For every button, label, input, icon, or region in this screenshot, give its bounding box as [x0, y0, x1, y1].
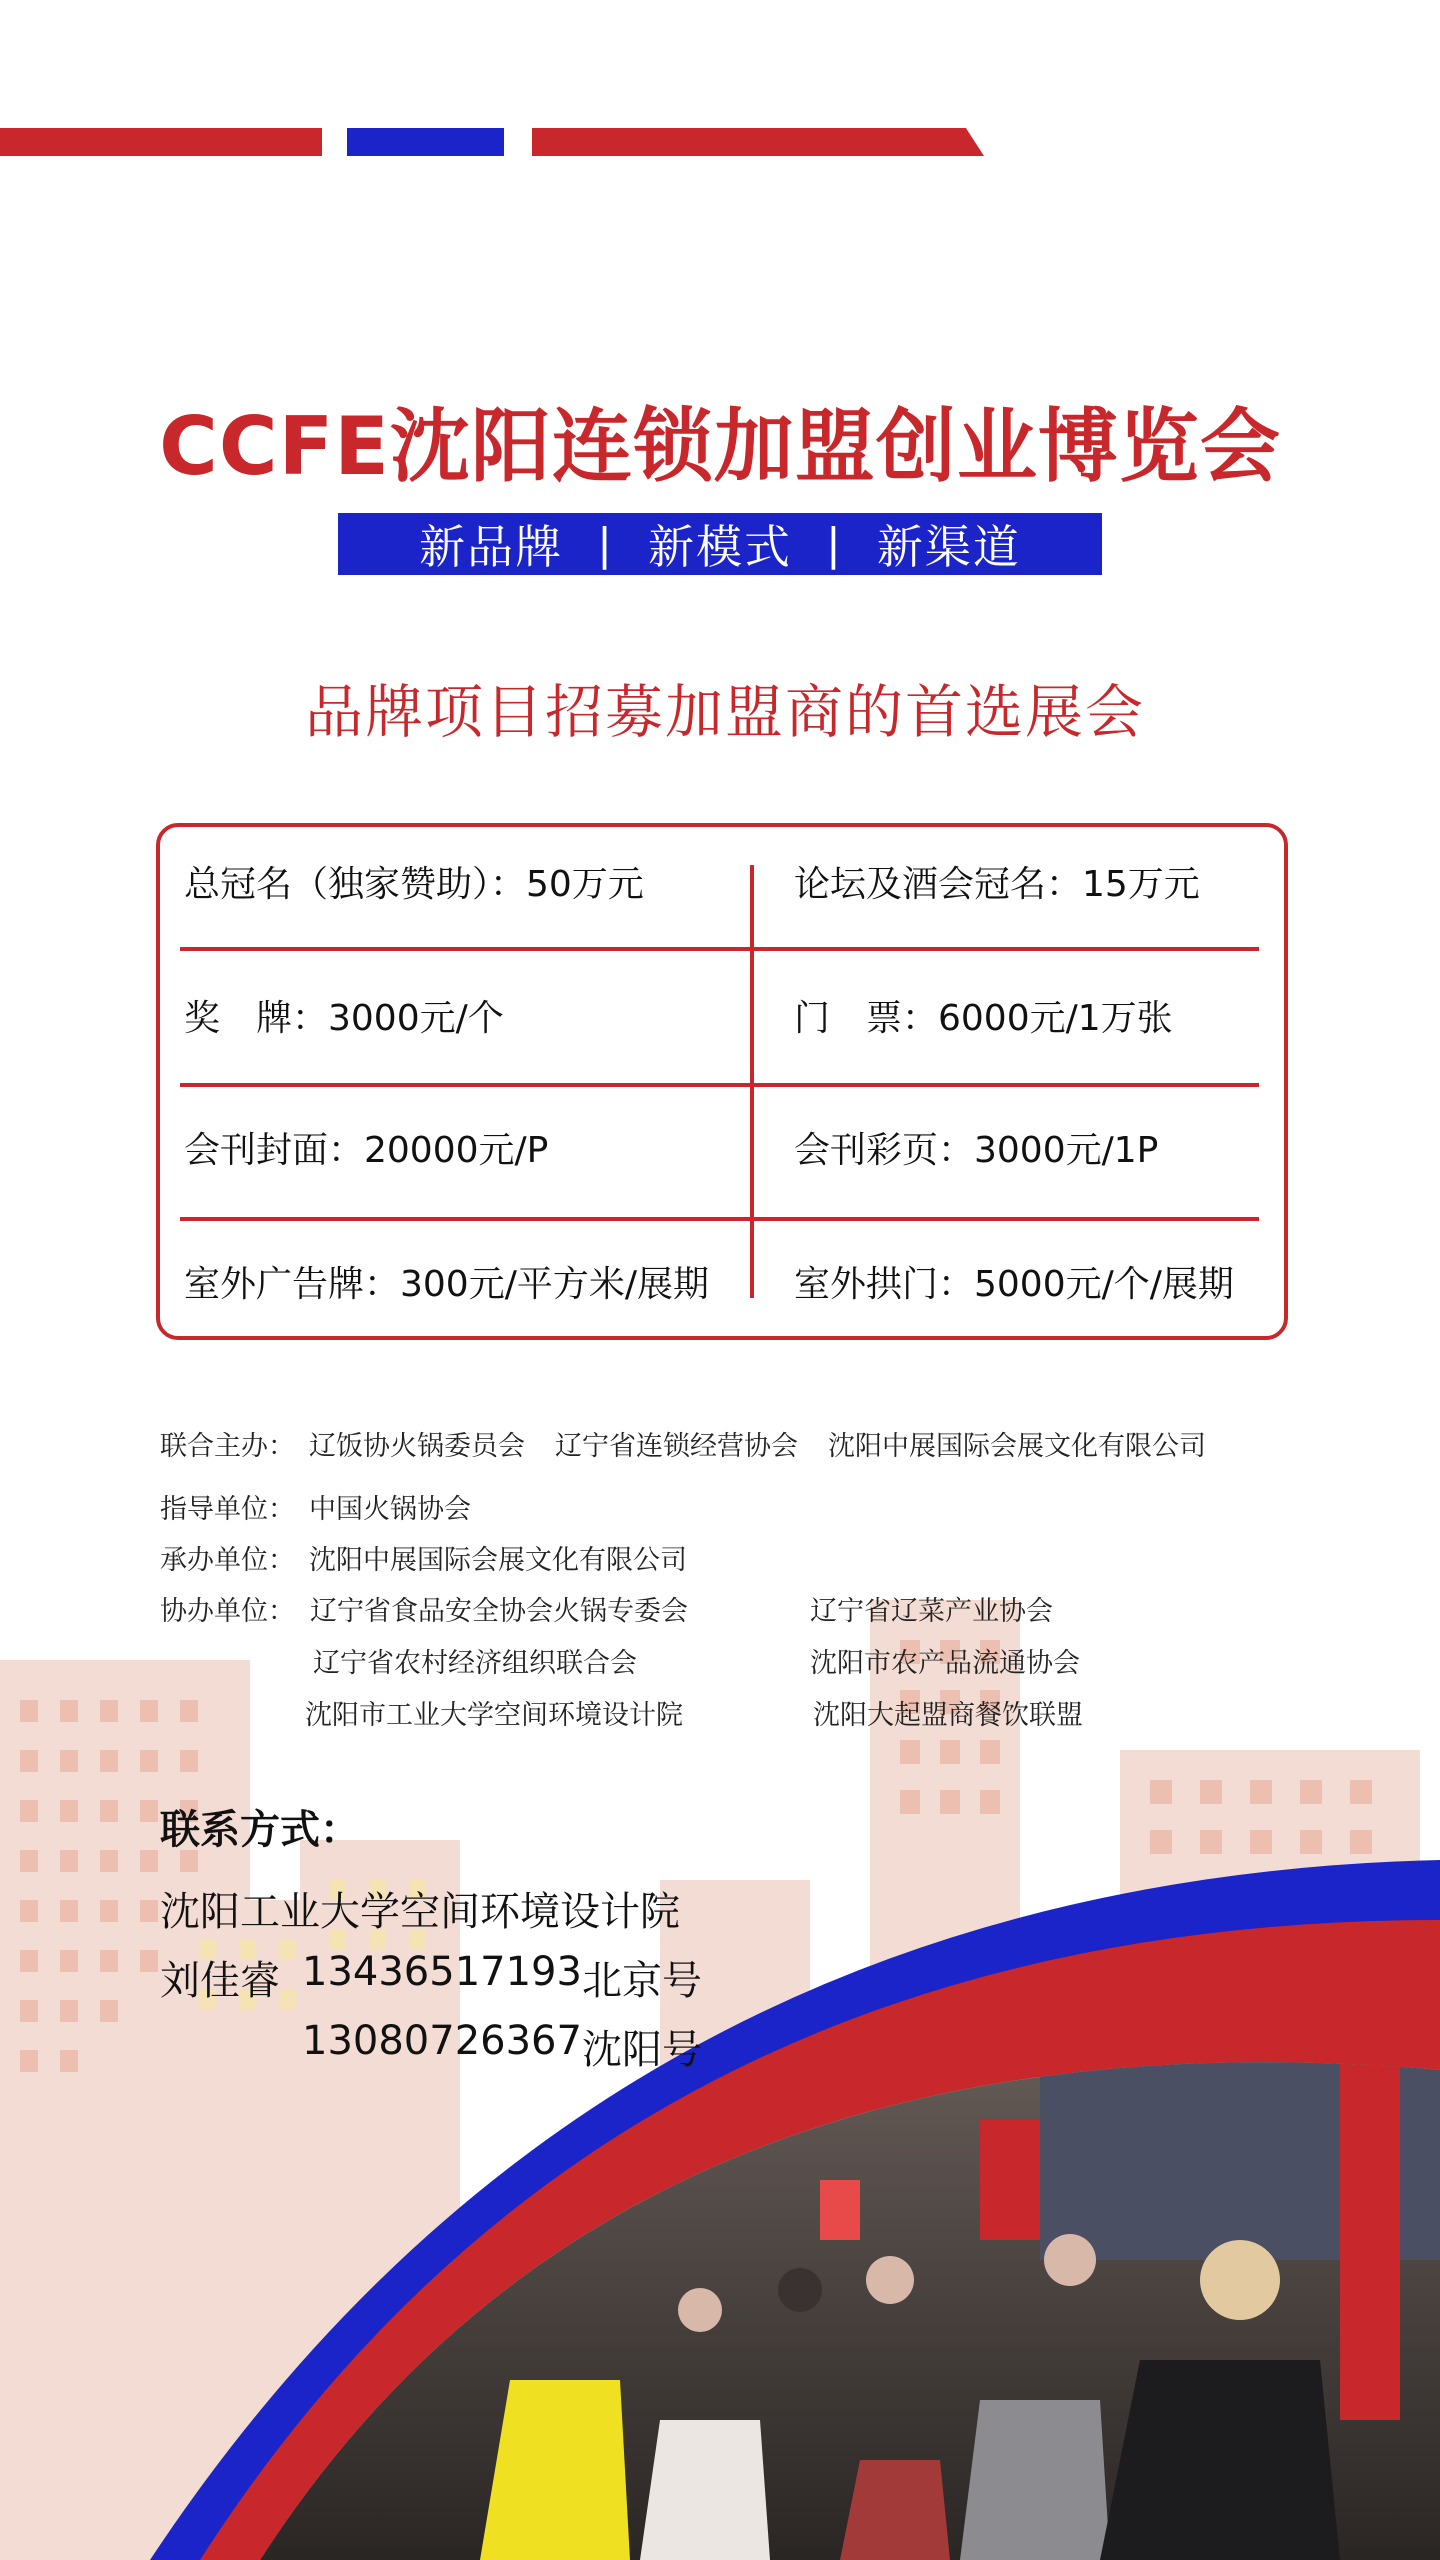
- tagline-item: 新渠道: [876, 520, 1021, 574]
- co-host-item: 沈阳中展国际会展文化有限公司: [828, 1431, 1206, 1462]
- contact-person: 刘佳睿: [160, 1958, 280, 2004]
- price-cell: 会刊彩页：3000元/1P: [794, 1130, 1159, 1171]
- price-cell: 门 票：6000元/1万张: [794, 998, 1173, 1039]
- undertaker-label: 承办单位：: [160, 1545, 295, 1576]
- assist-item: 沈阳大起盟商餐饮联盟: [813, 1700, 1083, 1731]
- co-host-item: 辽饭协火锅委员会: [309, 1431, 525, 1462]
- table-divider-vertical: [750, 865, 754, 1298]
- top-stripe-blue: [347, 128, 504, 156]
- assist-item: 辽宁省农村经济组织联合会: [313, 1648, 637, 1679]
- contact-org: 沈阳工业大学空间环境设计院: [160, 1889, 680, 1935]
- co-hosts-line: [160, 1424, 1206, 1463]
- table-divider: [180, 1083, 1259, 1087]
- contact-heading: 联系方式：: [160, 1807, 360, 1853]
- subtitle: 品牌项目招募加盟商的首选展会: [304, 678, 1145, 746]
- price-cell: 总冠名（独家赞助）：50万元: [184, 864, 644, 905]
- assist-item: 沈阳市农产品流通协会: [810, 1648, 1080, 1679]
- assist-label: 协办单位：: [160, 1596, 295, 1627]
- table-divider: [180, 1217, 1259, 1221]
- assist-item: 辽宁省食品安全协会火锅专委会: [310, 1596, 688, 1627]
- contact-phone-label: 北京号: [582, 1958, 702, 2004]
- top-stripe-red-right: [532, 128, 984, 156]
- co-host-item: 辽宁省连锁经营协会: [555, 1431, 798, 1462]
- table-divider: [180, 947, 1259, 951]
- price-cell: 室外广告牌：300元/平方米/展期: [184, 1264, 709, 1305]
- price-cell: 室外拱门：5000元/个/展期: [794, 1264, 1234, 1305]
- pricing-table: [156, 823, 1288, 1340]
- contact-phone-label: 沈阳号: [582, 2027, 702, 2073]
- tagline-bar: [338, 513, 1102, 575]
- guide-line: [160, 1487, 471, 1526]
- top-stripe-red-left: [0, 128, 322, 156]
- undertaker-unit: 沈阳中展国际会展文化有限公司: [309, 1545, 687, 1576]
- price-cell: 会刊封面：20000元/P: [184, 1130, 549, 1171]
- tagline-separator: |: [826, 518, 843, 570]
- page-title: CCFE沈阳连锁加盟创业博览会: [159, 400, 1281, 493]
- tagline-separator: |: [597, 518, 614, 570]
- co-host-label: 联合主办：: [160, 1431, 295, 1462]
- contact-phone: 13080726367: [302, 2018, 582, 2064]
- price-cell: 论坛及酒会冠名：15万元: [794, 864, 1200, 905]
- guide-unit: 中国火锅协会: [309, 1494, 471, 1525]
- guide-label: 指导单位：: [160, 1494, 295, 1525]
- assist-item: 辽宁省辽菜产业协会: [810, 1596, 1053, 1627]
- price-cell: 奖 牌：3000元/个: [184, 998, 504, 1039]
- tagline-item: 新品牌: [419, 520, 564, 574]
- assist-item: 沈阳市工业大学空间环境设计院: [305, 1700, 683, 1731]
- contact-phone: 13436517193: [302, 1949, 582, 1995]
- tagline-item: 新模式: [648, 520, 792, 574]
- undertaker-line: [160, 1538, 687, 1577]
